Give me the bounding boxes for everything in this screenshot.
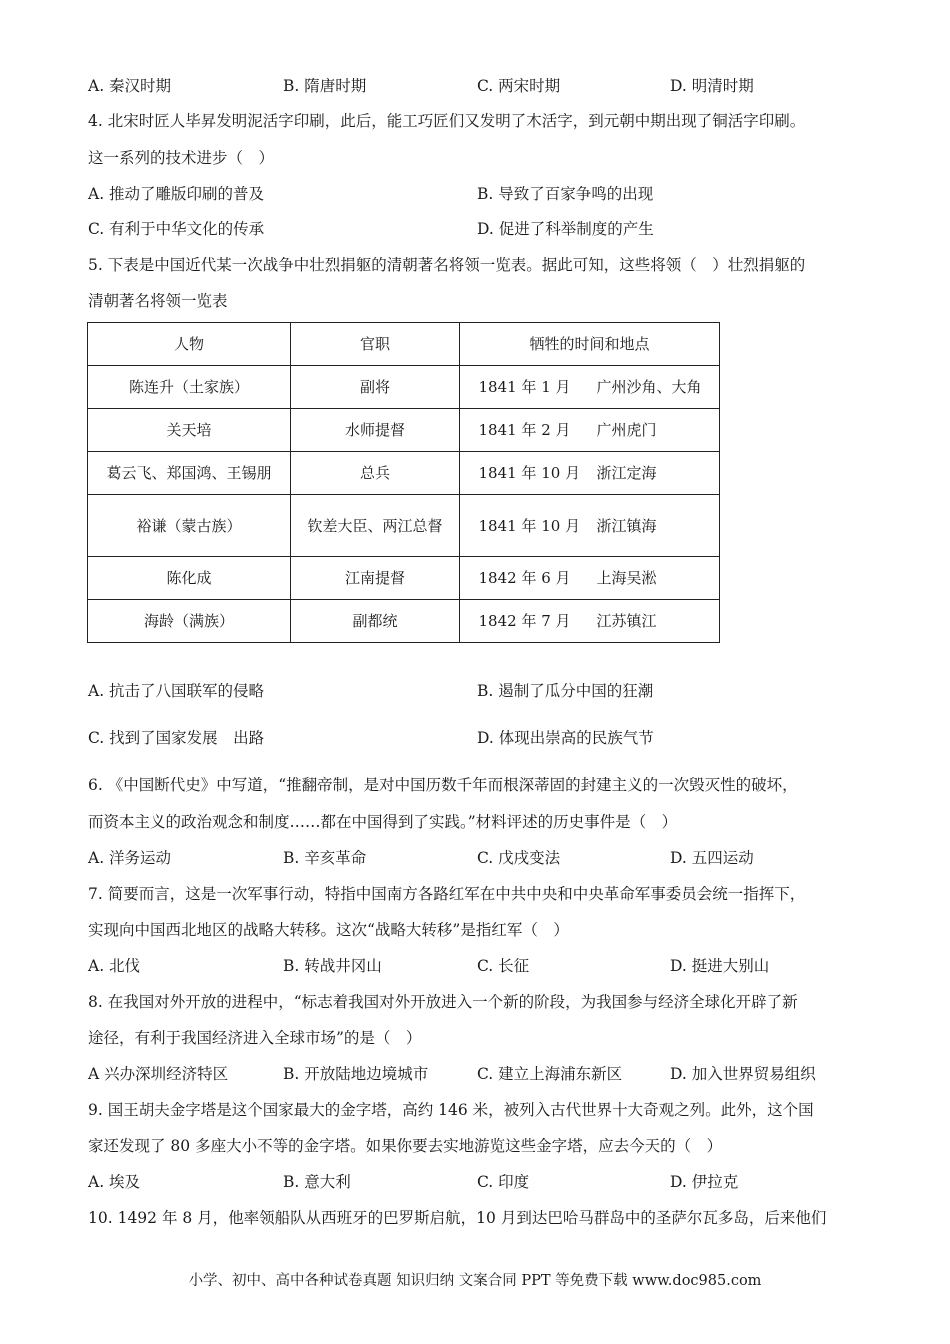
cell-post: 副将	[291, 366, 460, 409]
q8-stem-line1: 8. 在我国对外开放的进程中，“标志着我国对外开放进入一个新的阶段，为我国参与经济全球化开辟了新	[88, 993, 798, 1011]
table-row	[88, 495, 720, 557]
cell-place: 浙江定海	[596, 464, 657, 482]
q6-stem-line1: 6. 《中国断代史》中写道，“推翻帝制，是对中国历数千年而根深蒂固的封建主义的一次毁灭性的破坏，	[88, 776, 798, 794]
table-row	[88, 557, 720, 600]
q4-option-b: B. 导致了百家争鸣的出现	[477, 185, 654, 203]
cell-place: 广州沙角、大角	[596, 378, 702, 396]
q6-option-b: B. 辛亥革命	[283, 849, 367, 867]
q4-option-d: D. 促进了科举制度的产生	[477, 220, 654, 238]
header-time-place: 牺牲的时间和地点	[460, 323, 720, 366]
cell-time: 1841 年 10 月	[478, 464, 581, 482]
q6-option-d: D. 五四运动	[670, 849, 754, 867]
table-row	[88, 409, 720, 452]
cell-post: 江南提督	[291, 557, 460, 600]
q7-stem-line2: 实现向中国西北地区的战略大转移。这次“战略大转移”是指红军（ ）	[88, 921, 569, 939]
q9-option-d: D. 伊拉克	[670, 1173, 739, 1191]
table-header-row	[88, 323, 720, 366]
cell-place: 江苏镇江	[596, 612, 657, 630]
q7-stem-line1: 7. 简要而言，这是一次军事行动，特指中国南方各路红军在中共中央和中央革命军事委员会统一指挥下，	[88, 885, 806, 903]
q9-stem-line1: 9. 国王胡夫金字塔是这个国家最大的金字塔，高约 146 米，被列入古代世界十大奇观之列。此外，这个国	[88, 1101, 814, 1119]
q4-stem-line2: 这一系列的技术进步（ ）	[88, 149, 275, 167]
cell-place: 广州虎门	[596, 421, 657, 439]
generals-table	[87, 322, 720, 643]
cell-time: 1842 年 6 月	[478, 569, 571, 587]
cell-time-place	[460, 409, 720, 452]
header-person: 人物	[88, 323, 291, 366]
cell-time: 1841 年 1 月	[478, 378, 571, 396]
q6-option-c: C. 戊戌变法	[477, 849, 561, 867]
q5-option-a: A. 抗击了八国联军的侵略	[88, 682, 265, 700]
cell-time: 1841 年 2 月	[478, 421, 571, 439]
q7-option-a: A. 北伐	[88, 957, 141, 975]
q8-option-a: A 兴办深圳经济特区	[88, 1065, 229, 1083]
q5-option-b: B. 遏制了瓜分中国的狂潮	[477, 682, 654, 700]
q3-option-b: B. 隋唐时期	[283, 77, 367, 95]
cell-post: 副都统	[291, 600, 460, 643]
page-footer: 小学、初中、高中各种试卷真题 知识归纳 文案合同 PPT 等免费下载 www.doc985.com	[188, 1273, 762, 1289]
q8-option-c: C. 建立上海浦东新区	[477, 1065, 623, 1083]
q5-stem-line1: 5. 下表是中国近代某一次战争中壮烈捐躯的清朝著名将领一览表。据此可知，这些将领（ ）壮烈捐躯的	[88, 256, 806, 274]
q6-stem-line2: 而资本主义的政治观念和制度……都在中国得到了实践。”材料评述的历史事件是（ ）	[88, 813, 678, 831]
table-row	[88, 452, 720, 495]
cell-time: 1841 年 10 月	[478, 516, 581, 535]
cell-person: 陈连升（土家族）	[88, 366, 291, 409]
q8-option-b: B. 开放陆地边境城市	[283, 1065, 429, 1083]
q7-option-d: D. 挺进大别山	[670, 957, 770, 975]
cell-time-place	[460, 495, 720, 557]
q5-stem-line2: 清朝著名将领一览表	[88, 292, 228, 310]
cell-time: 1842 年 7 月	[478, 612, 571, 630]
cell-time-place	[460, 600, 720, 643]
q8-option-d: D. 加入世界贸易组织	[670, 1065, 816, 1083]
q4-option-a: A. 推动了雕版印刷的普及	[88, 185, 265, 203]
q3-option-c: C. 两宋时期	[477, 77, 561, 95]
q3-option-a: A. 秦汉时期	[88, 77, 172, 95]
cell-post: 总兵	[291, 452, 460, 495]
q10-stem-line1: 10. 1492 年 8 月，他率领船队从西班牙的巴罗斯启航，10 月到达巴哈马群岛中的圣萨尔瓦多岛，后来他们	[88, 1209, 827, 1227]
cell-post: 钦差大臣、两江总督	[291, 495, 460, 557]
q3-option-d: D. 明清时期	[670, 77, 754, 95]
q4-option-c: C. 有利于中华文化的传承	[88, 220, 265, 238]
cell-person: 陈化成	[88, 557, 291, 600]
cell-time-place	[460, 366, 720, 409]
q4-stem-line1: 4. 北宋时匠人毕昇发明泥活字印刷，此后，能工巧匠们又发明了木活字，到元朝中期出现了铜活字印刷。	[88, 112, 806, 130]
q7-option-c: C. 长征	[477, 957, 530, 975]
q9-option-a: A. 埃及	[88, 1173, 141, 1191]
table-row	[88, 366, 720, 409]
cell-place: 浙江镇海	[596, 516, 657, 535]
q5-option-c: C. 找到了国家发展 出路	[88, 729, 265, 747]
cell-person: 裕谦（蒙古族）	[88, 495, 291, 557]
table-row	[88, 600, 720, 643]
cell-time-place	[460, 452, 720, 495]
cell-person: 葛云飞、郑国鸿、王锡朋	[88, 452, 291, 495]
q9-option-c: C. 印度	[477, 1173, 530, 1191]
q7-option-b: B. 转战井冈山	[283, 957, 382, 975]
cell-person: 关天培	[88, 409, 291, 452]
cell-person: 海龄（满族）	[88, 600, 291, 643]
cell-time-place	[460, 557, 720, 600]
q8-stem-line2: 途径，有利于我国经济进入全球市场”的是（ ）	[88, 1029, 422, 1047]
cell-place: 上海吴淞	[596, 569, 657, 587]
q9-stem-line2: 家还发现了 80 多座大小不等的金字塔。如果你要去实地游览这些金字塔，应去今天的（ ）	[88, 1137, 723, 1155]
q5-option-d: D. 体现出崇高的民族气节	[477, 729, 654, 747]
cell-post: 水师提督	[291, 409, 460, 452]
q6-option-a: A. 洋务运动	[88, 849, 172, 867]
header-post: 官职	[291, 323, 460, 366]
q9-option-b: B. 意大利	[283, 1173, 351, 1191]
